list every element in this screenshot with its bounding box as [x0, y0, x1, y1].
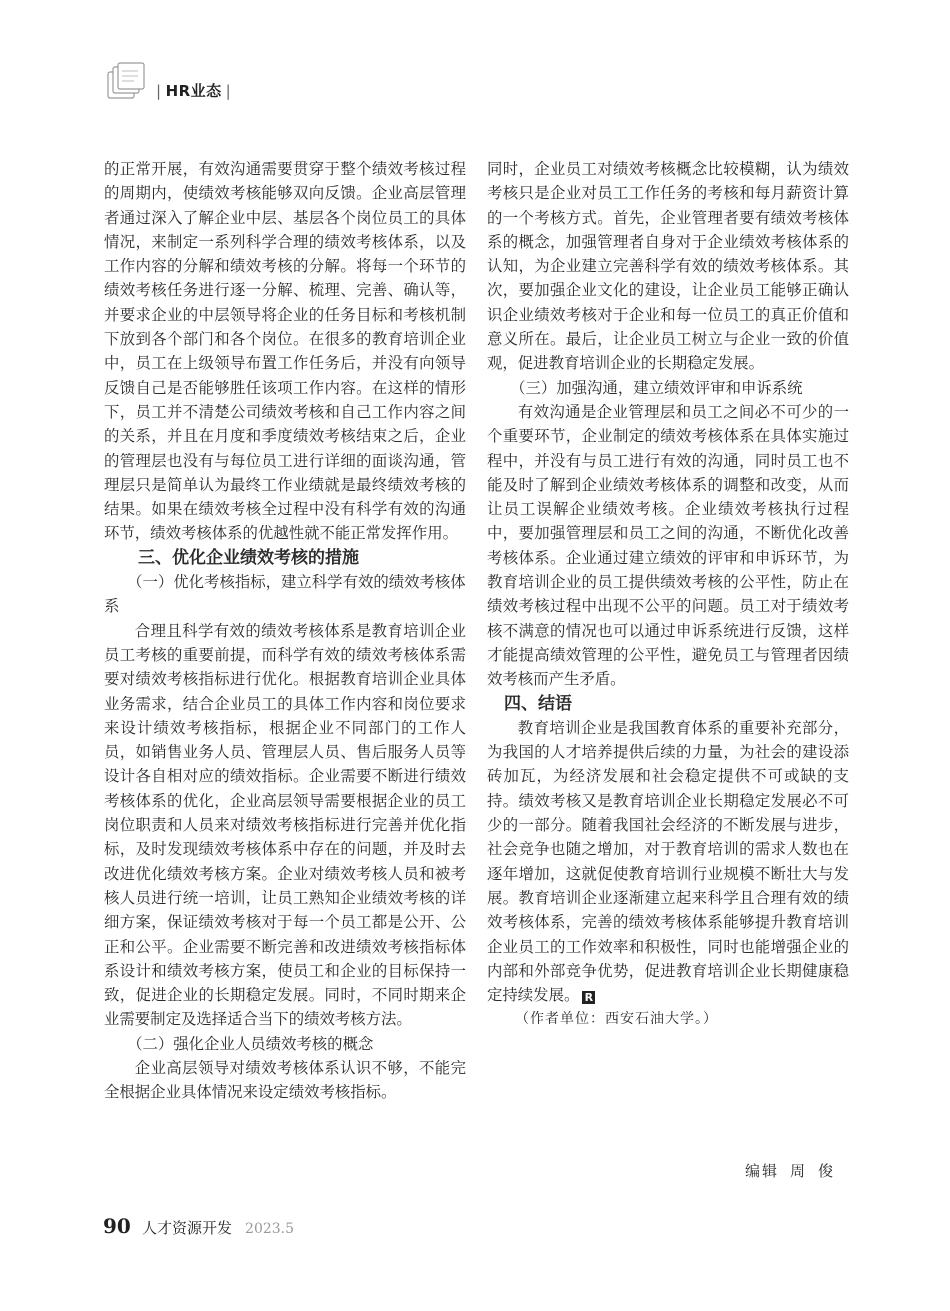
subsection-heading [104, 1032, 466, 1056]
left-column [104, 157, 466, 1105]
paragraph [104, 157, 466, 546]
section-heading [487, 692, 849, 716]
paragraph-text: （一）优化考核指标，建立科学有效的绩效考核体系 [104, 573, 466, 616]
page-number: 90 [103, 1214, 131, 1238]
paragraph-text: 合理且科学有效的绩效考核体系是教育培训企业员工考核的重要前提，而科学有效的绩效考核体系需要对绩效考核指标进行优化。根据教育培训企业具体业务需求，结合企业员工的具体工作内容和岗位要求来设计绩效考核指标，根据企业不同部门的工作人员，如销售业务人员、管理层人员、售后服务人员等设计各自相对应的绩效指标。企业需要不断进行绩效考核体系的优化，企业高层领导需要根据企业的员工岗位职责和人员来对绩效考核指标进行完善并优化指标，及时发现绩效考核体系中存在的问题，并及时去改进优化绩效考核方案。企业对绩效考核人员和被考核人员进行统一培训，让员工熟知企业绩效考核的详细方案，保证绩效考核对于每一个员工都是公开、公正和公平。企业需要不断完善和改进绩效考核指标体系设计和绩效考核方案，使员工和企业的目标保持一致，促进企业的长期稳定发展。同时，不同时期来企业需要制定及选择适合当下的绩效考核方法。 [104, 621, 466, 1029]
stacked-documents-icon [106, 62, 148, 100]
paragraph-text: 企业高层领导对绩效考核体系认识不够，不能完全根据企业具体情况来设定绩效考核指标。 [104, 1058, 466, 1102]
paragraph [487, 400, 849, 692]
editor-credit: 编辑 周 俊 [745, 1162, 836, 1180]
page-footer [103, 1214, 294, 1238]
issue-number: 2023.5 [245, 1221, 295, 1237]
journal-name: 人才资源开发 [141, 1219, 232, 1237]
paragraph-text: 教育培训企业是我国教育体系的重要补充部分，为我国的人才培养提供后续的力量，为社会的建设添砖加瓦，为经济发展和社会稳定提供不可或缺的支持。绩效考核又是教育培训企业长期稳定发展必不可少的一部分。随着我国社会经济的不断发展与进步，社会竞争也随之增加，对于教育培训的需求人数也在逐年增加，这就促使教育培训行业规模不断壮大与发展。教育培训企业逐渐建立起来科学且合理有效的绩效考核体系，完善的绩效考核体系能够提升教育培训企业员工的工作效率和积极性，同时也能增强企业的内部和外部竞争优势，促进教育培训企业长期健康稳定持续发展。 [487, 718, 849, 1005]
paragraph [104, 1056, 466, 1105]
paragraph-text: 四、结语 [504, 693, 572, 714]
right-column [487, 157, 849, 1032]
paragraph-text: 的正常开展，有效沟通需要贯穿于整个绩效考核过程的周期内，使绩效考核能够双向反馈。企业高层管理者通过深入了解企业中层、基层各个岗位员工的具体情况，来制定一系列科学合理的绩效考核体系，以及工作内容的分解和绩效考核的分解。将每一个环节的绩效考核任务进行逐一分解、梳理、完善、确认等，并要求企业的中层领导将企业的任务目标和考核机制下放到各个部门和各个岗位。在很多的教育培训企业中，员工在上级领导布置工作任务后，并没有向领导反馈自己是否能够胜任该项工作内容。在这样的情形下，员工并不清楚公司绩效考核和自己工作内容之间的关系，并且在月度和季度绩效考核结束之后，企业的管理层也没有与每位员工进行详细的面谈沟通，管理层只是简单认为最终工作业绩就是最终绩效考核的结果。如果在绩效考核全过程中没有科学有效的沟通环节，绩效考核体系的优越性就不能正常发挥作用。 [104, 160, 466, 543]
paragraph-text: 三、优化企业绩效考核的措施 [138, 547, 359, 568]
section-heading [104, 546, 466, 570]
subsection-heading [104, 570, 466, 619]
paragraph [487, 157, 849, 376]
page-header [106, 62, 406, 102]
paragraph-text: （三）加强沟通，建立绩效评审和申诉系统 [510, 378, 803, 397]
section-label: | HR业态 | [156, 82, 232, 100]
paragraph-text: 同时，企业员工对绩效考核概念比较模糊，认为绩效考核只是企业对员工工作任务的考核和每月薪资计算的一个考核方式。首先，企业管理者要有绩效考核体系的概念，加强管理者自身对于企业绩效考核体系的认知，为企业建立完善科学有效的绩效考核体系。其次，要加强企业文化的建设，让企业员工能够正确认识企业绩效考核对于企业和每一位员工的真正价值和意义所在。最后，让企业员工树立与企业一致的价值观，促进教育培训企业的长期稳定发展。 [487, 160, 849, 373]
author-affiliation: （作者单位：西安石油大学。） [515, 1011, 718, 1028]
paragraph-text: （二）强化企业人员绩效考核的概念 [127, 1034, 374, 1053]
paragraph [487, 716, 849, 1008]
paragraph [104, 619, 466, 1032]
article-end-mark: R [582, 991, 595, 1004]
paragraph-text: 有效沟通是企业管理层和员工之间必不可少的一个重要环节，企业制定的绩效考核体系在具体实施过程中，并没有与员工进行有效的沟通，同时员工也不能及时了解到企业绩效考核体系的调整和改变，从而让员工误解企业绩效考核。企业绩效考核执行过程中，要加强管理层和员工之间的沟通，不断优化改善考核体系。企业通过建立绩效的评审和申诉环节，为教育培训企业的员工提供绩效考核的公平性，防止在绩效考核过程中出现不公平的问题。员工对于绩效考核不满意的情况也可以通过申诉系统进行反馈，这样才能提高绩效管理的公平性，避免员工与管理者因绩效考核而产生矛盾。 [487, 402, 849, 689]
subsection-heading [487, 376, 849, 400]
